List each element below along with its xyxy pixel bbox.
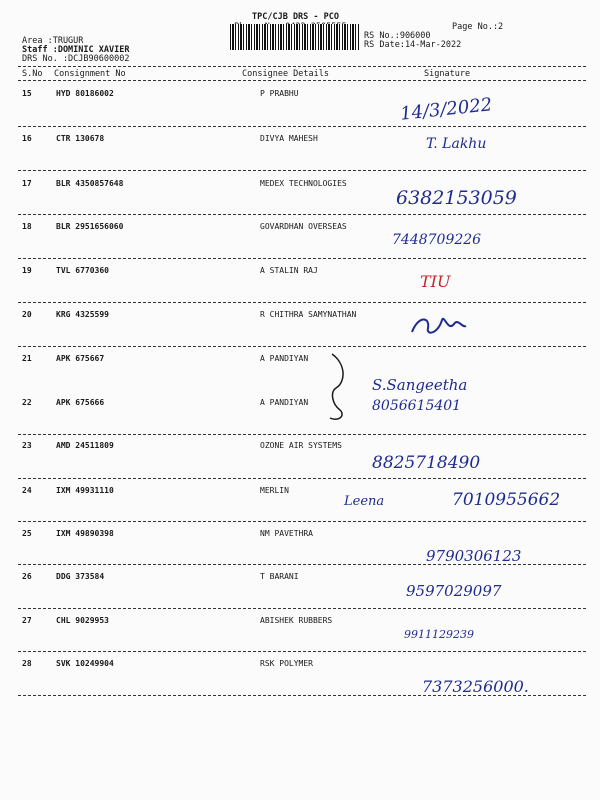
staff-label: Staff :DOMINIC XAVIER	[22, 45, 130, 55]
row-divider	[18, 302, 586, 303]
row-consignment: HYD 80186002	[56, 89, 114, 98]
row-sno: 22	[22, 398, 32, 407]
row-sno: 19	[22, 266, 32, 275]
row-sno: 24	[22, 486, 32, 495]
row-signature: T. Lakhu	[426, 136, 487, 152]
row-signature: 7448709226	[392, 232, 482, 248]
row-divider	[18, 346, 586, 347]
row-consignee: NM PAVETHRA	[260, 529, 313, 538]
row-signature: 6382153059	[396, 187, 517, 209]
barcode-icon	[230, 24, 360, 50]
row-consignment: CHL 9029953	[56, 616, 109, 625]
row-consignee: MEDEX TECHNOLOGIES	[260, 179, 347, 188]
row-divider	[18, 434, 586, 435]
row-divider	[18, 214, 586, 215]
row-consignment: BLR 4350857648	[56, 179, 124, 188]
row-consignee: A STALIN RAJ	[260, 266, 318, 275]
row-divider	[18, 564, 586, 565]
row-sno: 27	[22, 616, 32, 625]
row-divider	[18, 478, 586, 479]
table-row	[0, 437, 600, 483]
row-consignment: DDG 373584	[56, 572, 105, 581]
column-consignee: Consignee Details	[242, 69, 329, 79]
row-consignee: A PANDIYAN	[260, 398, 309, 407]
row-signature: 9597029097	[406, 582, 502, 600]
row-consignment: BLR 2951656060	[56, 222, 124, 231]
page-number: Page No.:2	[452, 22, 504, 32]
document-title: TPC/CJB DRS - PCO	[252, 12, 339, 22]
row-consignment: SVK 10249904	[56, 659, 114, 668]
column-sno: S.No	[22, 69, 43, 79]
row-signature: TIU	[420, 272, 451, 291]
row-sno: 20	[22, 310, 32, 319]
row-divider	[18, 126, 586, 127]
row-sno: 23	[22, 441, 32, 450]
row-consignee: R CHITHRA SAMYNATHAN	[260, 310, 357, 319]
row-consignee: T BARANI	[260, 572, 299, 581]
row-consignment: APK 675667	[56, 354, 105, 363]
row-consignee: ABISHEK RUBBERS	[260, 616, 333, 625]
row-consignee: MERLIN	[260, 486, 289, 495]
row-divider	[18, 170, 586, 171]
row-divider	[18, 521, 586, 522]
signature-name: Leena	[344, 494, 385, 509]
row-consignment: AMD 24511809	[56, 441, 114, 450]
row-consignee: A PANDIYAN	[260, 354, 309, 363]
table-row	[0, 85, 600, 131]
table-row	[0, 350, 600, 396]
drs-number: DRS No. :DCJB90600002	[22, 54, 130, 64]
row-consignment: KRG 4325599	[56, 310, 109, 319]
row-sno: 26	[22, 572, 32, 581]
row-divider	[18, 651, 586, 652]
row-sno: 21	[22, 354, 32, 363]
column-signature: Signature	[424, 69, 471, 79]
row-sno: 18	[22, 222, 32, 231]
row-signature: 8056615401	[372, 398, 462, 414]
signature-scribble-icon	[408, 310, 468, 340]
area-label: Area :TRUGUR	[22, 36, 84, 46]
row-consignee: OZONE AIR SYSTEMS	[260, 441, 342, 450]
row-signature: S.Sangeetha	[372, 376, 468, 394]
rs-date: RS Date:14-Mar-2022	[364, 40, 462, 50]
row-divider	[18, 608, 586, 609]
row-signature: 14/3/2022	[399, 94, 494, 125]
row-sno: 28	[22, 659, 32, 668]
row-signature: 9790306123	[426, 547, 522, 565]
bracket-scribble-icon	[324, 352, 354, 424]
row-sno: 17	[22, 179, 32, 188]
rs-number: RS No.:906000	[364, 31, 431, 41]
row-sno: 25	[22, 529, 32, 538]
row-consignment: IXM 49890398	[56, 529, 114, 538]
row-consignee: GOVARDHAN OVERSEAS	[260, 222, 347, 231]
row-signature: 7373256000.	[422, 677, 529, 696]
row-divider	[18, 258, 586, 259]
row-consignment: TVL 6770360	[56, 266, 109, 275]
row-consignment: CTR 130678	[56, 134, 105, 143]
row-consignee: DIVYA MAHESH	[260, 134, 318, 143]
row-consignee: RSK POLYMER	[260, 659, 313, 668]
row-sno: 16	[22, 134, 32, 143]
row-consignee: P PRABHU	[260, 89, 299, 98]
row-consignment: APK 675666	[56, 398, 105, 407]
row-sno: 15	[22, 89, 32, 98]
header-divider-bottom	[18, 80, 586, 81]
row-signature: 9911129239	[404, 628, 474, 641]
header-divider-top	[18, 66, 586, 67]
row-consignment: IXM 49931110	[56, 486, 114, 495]
row-divider	[18, 695, 586, 696]
row-signature: 7010955662	[452, 490, 561, 510]
row-signature: 8825718490	[372, 453, 481, 473]
column-consignment: Consignment No	[54, 69, 126, 79]
